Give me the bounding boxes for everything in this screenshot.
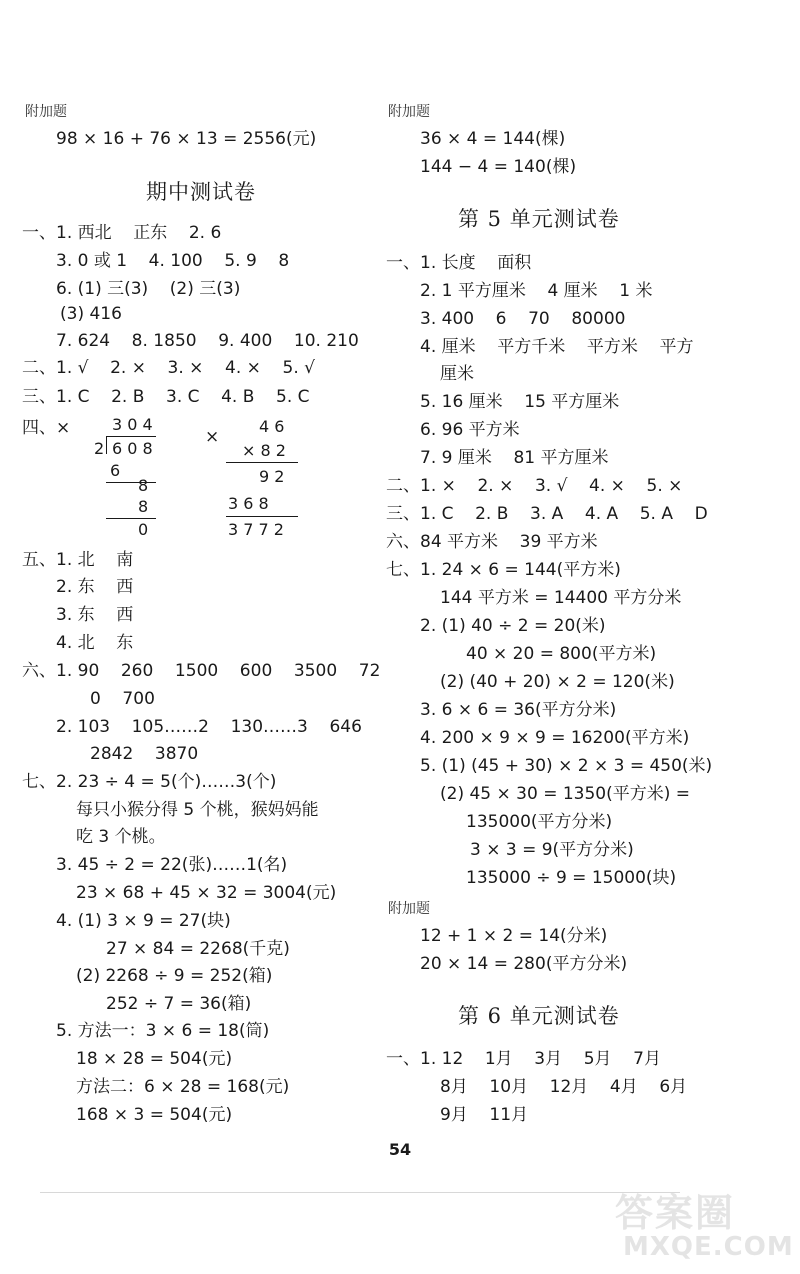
answer-line: 二、1. √ 2. × 3. × 4. × 5. √ bbox=[22, 358, 315, 378]
answer-line: 7. 9 厘米 81 平方厘米 bbox=[420, 448, 609, 468]
answer-line: 5. 方法一：3 × 6 = 18(筒) bbox=[56, 1021, 270, 1041]
answer-line: 4. 200 × 9 × 9 = 16200(平方米) bbox=[420, 728, 690, 748]
answer-line: 六、1. 90 260 1500 600 3500 72 bbox=[22, 661, 381, 681]
answer-line: 3. 45 ÷ 2 = 22(张)……1(名) bbox=[56, 855, 288, 875]
division-bracket bbox=[106, 436, 107, 454]
right-bonus-line: 144 − 4 = 140(棵) bbox=[420, 157, 577, 177]
page-number: 54 bbox=[388, 1140, 412, 1159]
answer-line: 厘米 bbox=[440, 364, 474, 384]
answer-line: 5. (1) (45 + 30) × 2 × 3 = 450(米) bbox=[420, 756, 713, 776]
answer-line: 3. 400 6 70 80000 bbox=[420, 309, 626, 329]
answer-line: 2. 1 平方厘米 4 厘米 1 米 bbox=[420, 281, 653, 301]
answer-line: 2842 3870 bbox=[90, 744, 199, 764]
answer-line: 7. 624 8. 1850 9. 400 10. 210 bbox=[56, 331, 359, 351]
answer-line: 0 700 bbox=[90, 689, 155, 709]
mult-top: 4 6 bbox=[259, 417, 285, 436]
answer-line: 3 × 3 = 9(平方分米) bbox=[470, 840, 634, 860]
division-dividend: 6 0 8 bbox=[112, 439, 153, 458]
answer-line: 4. (1) 3 × 9 = 27(块) bbox=[56, 911, 231, 931]
answer-line: 2. (1) 40 ÷ 2 = 20(米) bbox=[420, 616, 606, 636]
answer-line: 四、× bbox=[22, 418, 71, 438]
answer-line: 40 × 20 = 800(平方米) bbox=[466, 644, 657, 664]
answer-line: 4. 厘米 平方千米 平方米 平方 bbox=[420, 337, 694, 357]
left-bonus-line: 98 × 16 + 76 × 13 = 2556(元) bbox=[56, 129, 317, 149]
watermark-url: MXQE.COM bbox=[623, 1232, 794, 1262]
answer-line: 五、1. 北 南 bbox=[22, 550, 134, 570]
answer-line: 135000(平方分米) bbox=[466, 812, 613, 832]
answer-line: 一、1. 西北 正东 2. 6 bbox=[22, 223, 222, 243]
right-bonus-line: 20 × 14 = 280(平方分米) bbox=[420, 954, 628, 974]
footer-divider bbox=[40, 1192, 680, 1193]
answer-line: 2. 103 105……2 130……3 646 bbox=[56, 717, 362, 737]
watermark-logo bbox=[615, 1178, 795, 1270]
answer-line: 23 × 68 + 45 × 32 = 3004(元) bbox=[76, 883, 337, 903]
watermark-text: 答案圈 bbox=[615, 1191, 736, 1235]
answer-line: (2) (40 + 20) × 2 = 120(米) bbox=[440, 672, 675, 692]
answer-line: 3. 东 西 bbox=[56, 605, 134, 625]
division-rule bbox=[106, 482, 156, 483]
left-bonus-label: 附加题 bbox=[25, 104, 67, 120]
division-step: 6 bbox=[110, 461, 121, 480]
division-remainder: 0 bbox=[138, 520, 149, 539]
answer-line: 252 ÷ 7 = 36(箱) bbox=[106, 994, 252, 1014]
answer-line: 一、1. 长度 面积 bbox=[386, 253, 532, 273]
answer-line: 二、1. × 2. × 3. √ 4. × 5. × bbox=[386, 476, 683, 496]
mult-result: 3 7 7 2 bbox=[228, 520, 284, 539]
mult-rule bbox=[226, 462, 298, 463]
mult-partial: 9 2 bbox=[259, 467, 285, 486]
division-step: 8 bbox=[138, 476, 149, 495]
mult-rule bbox=[226, 516, 298, 517]
answer-line: 3. 0 或 1 4. 100 5. 9 8 bbox=[56, 251, 290, 271]
division-bar bbox=[106, 436, 156, 437]
unit5-title: 第 5 单元测试卷 bbox=[458, 207, 620, 231]
answer-line: 3. 6 × 6 = 36(平方分米) bbox=[420, 700, 617, 720]
division-rule bbox=[106, 518, 156, 519]
answer-line: 144 平方米 = 14400 平方分米 bbox=[440, 588, 682, 608]
right-bonus-label-2: 附加题 bbox=[388, 901, 430, 917]
unit6-title: 第 6 单元测试卷 bbox=[458, 1004, 620, 1028]
answer-line: 9月 11月 bbox=[440, 1105, 529, 1125]
answer-line: 8月 10月 12月 4月 6月 bbox=[440, 1077, 688, 1097]
answer-line: 2. 东 西 bbox=[56, 577, 134, 597]
mult-partial: 3 6 8 bbox=[228, 494, 269, 513]
answer-line: 18 × 28 = 504(元) bbox=[76, 1049, 233, 1069]
midterm-title: 期中测试卷 bbox=[146, 180, 256, 204]
answer-line: 27 × 84 = 2268(千克) bbox=[106, 939, 290, 959]
answer-line: 七、2. 23 ÷ 4 = 5(个)……3(个) bbox=[22, 772, 277, 792]
right-bonus-line: 12 + 1 × 2 = 14(分米) bbox=[420, 926, 608, 946]
answer-line: × bbox=[205, 427, 220, 447]
division-step: 8 bbox=[138, 497, 149, 516]
division-quotient: 3 0 4 bbox=[112, 415, 153, 434]
answer-line: 三、1. C 2. B 3. A 4. A 5. A D bbox=[386, 504, 708, 524]
answer-line: 六、84 平方米 39 平方米 bbox=[386, 532, 598, 552]
answer-line: 6. 96 平方米 bbox=[420, 420, 520, 440]
answer-line: 5. 16 厘米 15 平方厘米 bbox=[420, 392, 620, 412]
answer-line: 4. 北 东 bbox=[56, 633, 134, 653]
answer-line: 135000 ÷ 9 = 15000(块) bbox=[466, 868, 677, 888]
answer-line: (2) 45 × 30 = 1350(平方米) = bbox=[440, 784, 691, 804]
right-bonus-line: 36 × 4 = 144(棵) bbox=[420, 129, 566, 149]
answer-line: 6. (1) 三(3) (2) 三(3) bbox=[56, 279, 241, 299]
division-divisor: 2 bbox=[94, 439, 105, 458]
right-bonus-label: 附加题 bbox=[388, 104, 430, 120]
answer-line: 七、1. 24 × 6 = 144(平方米) bbox=[386, 560, 621, 580]
answer-line: 每只小猴分得 5 个桃，猴妈妈能 bbox=[76, 800, 319, 820]
answer-line: 168 × 3 = 504(元) bbox=[76, 1105, 233, 1125]
answer-line: 吃 3 个桃。 bbox=[76, 827, 166, 847]
answer-line: (3) 416 bbox=[60, 304, 122, 324]
answer-line: (2) 2268 ÷ 9 = 252(箱) bbox=[76, 966, 273, 986]
mult-bottom: × 8 2 bbox=[242, 441, 286, 460]
answer-line: 三、1. C 2. B 3. C 4. B 5. C bbox=[22, 387, 310, 407]
answer-line: 一、1. 12 1月 3月 5月 7月 bbox=[386, 1049, 661, 1069]
answer-line: 方法二：6 × 28 = 168(元) bbox=[76, 1077, 290, 1097]
